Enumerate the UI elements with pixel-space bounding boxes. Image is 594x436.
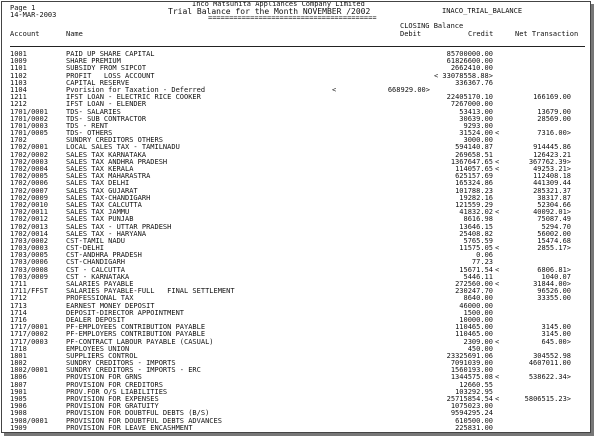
- net-transaction-cell: 5806515.23>: [524, 395, 571, 403]
- name-cell: PF-EMPLOYEES CONTRIBUTION PAYABLE: [66, 323, 206, 332]
- net-transaction-cell: 285321.37: [533, 186, 571, 195]
- account-cell: 1702/0006: [10, 179, 48, 188]
- name-cell: IFST LOAN - ELECTRIC RICE COOKER: [66, 93, 201, 102]
- net-transaction-cell: 52304.66: [537, 200, 571, 209]
- credit-cell: < 33078558.88>: [433, 71, 493, 80]
- credit-cell: 1344575.08: [450, 373, 493, 382]
- credit-cell: 272560.00: [455, 280, 493, 288]
- net-transaction-cell: 304552.98: [533, 351, 571, 360]
- trial-balance-report: [10, 2, 585, 432]
- net-negative-marker: <: [495, 280, 500, 288]
- account-cell: 1806: [10, 373, 27, 382]
- name-cell: PROFESSIONAL TAX: [66, 294, 134, 303]
- title-underline: ========================================: [208, 14, 377, 22]
- name-cell: TDS- SUB CONTRACTOR: [66, 114, 147, 123]
- table-row: [10, 425, 585, 432]
- account-cell: 1711/FFST: [10, 287, 48, 296]
- name-cell: PROVISION FOR EXPENSES: [66, 395, 159, 403]
- account-cell: 1701/0001: [10, 107, 48, 116]
- report-date: 14-MAR-2003: [10, 11, 57, 19]
- credit-cell: 9293.00: [463, 121, 493, 130]
- name-cell: PROFIT LOSS ACCOUNT: [66, 71, 155, 80]
- name-cell: SALES TAX KERALA: [66, 165, 134, 173]
- col-credit: Credit: [468, 30, 494, 38]
- credit-cell: 110465.00: [455, 330, 493, 339]
- name-cell: PROV.FOR O/S LIABILITIES: [66, 387, 168, 396]
- account-cell: 1103: [10, 78, 27, 87]
- account-cell: 1712: [10, 294, 27, 303]
- net-transaction-cell: 7316.00>: [537, 129, 571, 138]
- credit-cell: 610500.00: [455, 416, 493, 425]
- account-cell: 1908/0001: [10, 416, 48, 425]
- credit-cell: 22405170.10: [446, 93, 493, 102]
- credit-cell: 15671.54: [459, 265, 493, 274]
- name-cell: TDS- SALARIES: [66, 107, 121, 116]
- name-cell: CAPITAL RESERVE: [66, 78, 130, 87]
- net-transaction-cell: 56002.00: [537, 229, 571, 238]
- account-cell: 1702/0013: [10, 222, 48, 231]
- credit-cell: 2309.00: [463, 337, 493, 346]
- name-cell: TDS- OTHERS: [66, 129, 113, 138]
- net-transaction-cell: 3145.00: [541, 323, 571, 332]
- net-transaction-cell: 38317.87: [537, 193, 571, 202]
- account-cell: 1211: [10, 93, 27, 102]
- credit-cell: 41832.02: [459, 208, 493, 217]
- account-cell: 1807: [10, 380, 27, 389]
- net-transaction-cell: 3145.00: [541, 330, 571, 339]
- net-negative-marker: <: [495, 165, 500, 173]
- credit-cell: 10000.00: [459, 315, 493, 324]
- net-transaction-cell: 28569.00: [537, 114, 571, 123]
- credit-cell: 61826600.00: [446, 57, 493, 66]
- name-cell: DEPOSIT-DIRECTOR APPOINTMENT: [66, 308, 185, 317]
- account-cell: 1713: [10, 301, 27, 310]
- account-cell: 1703/0006: [10, 258, 48, 267]
- report-code: INACO_TRIAL_BALANCE: [442, 7, 523, 15]
- credit-cell: 1075023.00: [450, 402, 493, 411]
- name-cell: PROVISION FOR CREDITORS: [66, 380, 163, 389]
- account-cell: 1906: [10, 402, 27, 411]
- name-cell: CST - CALCUTTA: [66, 265, 126, 274]
- account-cell: 1703/0003: [10, 244, 48, 253]
- account-cell: 1802/0001: [10, 366, 48, 375]
- name-cell: PROVISION FOR DOUBTFUL DEBTS (B/S): [66, 409, 210, 418]
- account-cell: 1801: [10, 351, 27, 360]
- credit-cell: 2662410.00: [450, 64, 493, 73]
- credit-cell: 336367.76: [455, 78, 493, 87]
- net-transaction-cell: 538622.34>: [528, 373, 571, 382]
- credit-cell: 46000.00: [459, 301, 493, 310]
- account-cell: 1717/0002: [10, 330, 48, 339]
- credit-cell: 5446.11: [463, 272, 493, 281]
- name-cell: Pvorision for Taxation - Deferred: [66, 85, 206, 94]
- account-cell: 1908: [10, 409, 27, 418]
- net-negative-marker: <: [495, 337, 500, 346]
- report-window: [1, 1, 591, 433]
- name-cell: SUPPLIERS CONTROL: [66, 351, 138, 360]
- credit-cell: 625157.69: [455, 172, 493, 181]
- account-cell: 1703/0002: [10, 236, 48, 245]
- name-cell: PROVISION FOR GRATUITY: [66, 402, 159, 411]
- account-cell: 1701/0005: [10, 129, 48, 138]
- account-cell: 1104: [10, 85, 27, 94]
- account-cell: 1711: [10, 280, 27, 288]
- credit-cell: 11575.05: [459, 244, 493, 253]
- account-cell: 1702/0010: [10, 200, 48, 209]
- name-cell: SALES TAX PUNJAB: [66, 215, 134, 224]
- net-negative-marker: <: [495, 373, 500, 382]
- net-negative-marker: <: [495, 157, 500, 166]
- credit-cell: 7267000.00: [450, 100, 493, 109]
- account-cell: 1901: [10, 387, 27, 396]
- credit-cell: 5765.59: [463, 236, 493, 245]
- credit-cell: 25715854.54: [446, 395, 493, 403]
- name-cell: TDS - RENT: [66, 121, 109, 130]
- credit-cell: 9594295.24: [450, 409, 493, 418]
- net-transaction-cell: 914445.86: [533, 143, 571, 152]
- name-cell: SALES TAX KARNATAKA: [66, 150, 147, 159]
- name-cell: SHARE PREMIUM: [66, 57, 121, 66]
- account-cell: 1702/0007: [10, 186, 48, 195]
- name-cell: SALES TAX-CHANDIGARH: [66, 193, 151, 202]
- closing-balance-label: CLOSING Balance: [400, 22, 464, 30]
- credit-cell: 1367647.65: [450, 157, 493, 166]
- name-cell: SALARIES PAYABLE: [66, 280, 134, 288]
- net-transaction-cell: 1040.07: [541, 272, 571, 281]
- name-cell: CST-CHANDIGARH: [66, 258, 126, 267]
- credit-cell: 121559.29: [455, 200, 493, 209]
- account-cell: 1212: [10, 100, 27, 109]
- credit-cell: 53413.00: [459, 107, 493, 116]
- net-transaction-cell: 33355.00: [537, 294, 571, 303]
- account-cell: 1009: [10, 57, 27, 66]
- page-number: Page 1: [10, 4, 36, 12]
- name-cell: CST-DELHI: [66, 244, 104, 253]
- account-cell: 1701/0002: [10, 114, 48, 123]
- net-negative-marker: <: [495, 208, 500, 217]
- name-cell: SALARIES PAYABLE-FULL FINAL SETTLEMENT: [66, 287, 235, 296]
- net-transaction-cell: 96526.00: [537, 287, 571, 296]
- name-cell: SALES TAX ANDHRA PRADESH: [66, 157, 168, 166]
- name-cell: EMPLOYEES UNION: [66, 344, 130, 353]
- net-transaction-cell: 5294.70: [541, 222, 571, 231]
- net-negative-marker: <: [495, 129, 500, 138]
- name-cell: SUNDRY CREDITORS - IMPORTS: [66, 359, 176, 368]
- net-transaction-cell: 166169.00: [533, 93, 571, 102]
- account-cell: 1703/0009: [10, 272, 48, 281]
- account-cell: 1702/0012: [10, 215, 48, 224]
- credit-cell: 23325691.06: [446, 351, 493, 360]
- net-transaction-cell: 126423.21: [533, 150, 571, 159]
- account-cell: 1716: [10, 315, 27, 324]
- account-cell: 1905: [10, 395, 27, 403]
- name-cell: DEALER DEPOSIT: [66, 315, 126, 324]
- name-cell: SUNDRY CREDITORS OTHERS: [66, 136, 163, 145]
- name-cell: SUBSIDY FROM SIPCOT: [66, 64, 147, 73]
- credit-cell: 8640.00: [463, 294, 493, 303]
- credit-cell: 3000.00: [463, 136, 493, 145]
- account-cell: 1701/0003: [10, 121, 48, 130]
- name-cell: SUNDRY CREDITORS - IMPORTS - ERC: [66, 366, 201, 375]
- debit-cell: 668929.00>: [387, 85, 430, 94]
- col-net-transaction: Net Transaction: [515, 30, 579, 38]
- credit-cell: 594140.87: [455, 143, 493, 152]
- net-transaction-cell: 40092.01>: [533, 208, 571, 217]
- net-transaction-cell: 112408.18: [533, 172, 571, 181]
- debit-negative-marker: <: [332, 85, 337, 94]
- account-cell: 1714: [10, 308, 27, 317]
- net-transaction-cell: 15474.68: [537, 236, 571, 245]
- name-cell: SALES TAX - HARYANA: [66, 229, 147, 238]
- credit-cell: 0.06: [476, 251, 493, 260]
- account-cell: 1702/0001: [10, 143, 48, 152]
- credit-cell: 77.23: [471, 258, 493, 267]
- name-cell: IFST LOAN - ELENDER: [66, 100, 147, 109]
- col-debit: Debit: [400, 30, 422, 38]
- credit-cell: 8616.98: [463, 215, 493, 224]
- credit-cell: 12660.55: [459, 380, 493, 389]
- net-negative-marker: <: [495, 244, 500, 253]
- account-cell: 1702/0011: [10, 208, 48, 217]
- name-cell: CST - KARNATAKA: [66, 272, 130, 281]
- account-cell: 1702: [10, 136, 27, 145]
- credit-cell: 225831.00: [455, 423, 493, 432]
- account-cell: 1702/0009: [10, 193, 48, 202]
- credit-cell: 103292.95: [455, 387, 493, 396]
- name-cell: PF-EMPLOYERS CONTRIBUTION PAYABLE: [66, 330, 206, 339]
- account-cell: 1702/0002: [10, 150, 48, 159]
- net-transaction-cell: 6806.81>: [537, 265, 571, 274]
- account-cell: 1001: [10, 50, 27, 58]
- name-cell: SALES TAX JAMMU: [66, 208, 130, 217]
- net-transaction-cell: 49253.21>: [533, 165, 571, 173]
- net-transaction-cell: 31844.00>: [533, 280, 571, 288]
- net-negative-marker: <: [495, 265, 500, 274]
- credit-cell: 1500.00: [463, 308, 493, 317]
- credit-cell: 101788.23: [455, 186, 493, 195]
- name-cell: SALES TAX GUJARAT: [66, 186, 138, 195]
- account-cell: 1909: [10, 423, 27, 432]
- name-cell: SALES TAX DELHI: [66, 179, 130, 188]
- name-cell: CST-ANDHRA PRADESH: [66, 251, 142, 260]
- name-cell: SALES TAX CALCUTTA: [66, 200, 142, 209]
- net-negative-marker: <: [495, 395, 500, 403]
- net-transaction-cell: 2855.17>: [537, 244, 571, 253]
- name-cell: PROVISION FOR DOUBTFUL DEBTS ADVANCES: [66, 416, 222, 425]
- account-cell: 1702/0003: [10, 157, 48, 166]
- account-cell: 1703/0008: [10, 265, 48, 274]
- report-rows: [10, 47, 585, 432]
- credit-cell: 30639.00: [459, 114, 493, 123]
- name-cell: PAID UP SHARE CAPITAL: [66, 50, 155, 58]
- col-account: Account: [10, 30, 40, 38]
- account-cell: 1702/0014: [10, 229, 48, 238]
- account-cell: 1802: [10, 359, 27, 368]
- credit-cell: 269658.51: [455, 150, 493, 159]
- net-transaction-cell: 367762.39>: [528, 157, 571, 166]
- name-cell: PROVISION FOR LEAVE ENCASHMENT: [66, 423, 193, 432]
- credit-cell: 13646.15: [459, 222, 493, 231]
- net-transaction-cell: 645.00>: [541, 337, 571, 346]
- column-header: [10, 22, 585, 47]
- name-cell: SALES TAX MAHARASTRA: [66, 172, 151, 181]
- credit-cell: 110465.00: [455, 323, 493, 332]
- account-cell: 1702/0004: [10, 165, 48, 173]
- account-cell: 1718: [10, 344, 27, 353]
- credit-cell: 450.00: [467, 344, 493, 353]
- net-transaction-cell: 75087.49: [537, 215, 571, 224]
- account-cell: 1102: [10, 71, 27, 80]
- credit-cell: 25408.82: [459, 229, 493, 238]
- credit-cell: 85700000.00: [446, 50, 493, 58]
- report-header: [10, 2, 585, 32]
- name-cell: LOCAL SALES TAX - TAMILNADU: [66, 143, 180, 152]
- credit-cell: 114057.65: [455, 165, 493, 173]
- credit-cell: 230247.70: [455, 287, 493, 296]
- account-cell: 1702/0005: [10, 172, 48, 181]
- col-name: Name: [66, 30, 83, 38]
- name-cell: EARNEST MONEY DEPOSIT: [66, 301, 155, 310]
- credit-cell: 7091039.00: [450, 359, 493, 368]
- account-cell: 1717/0003: [10, 337, 48, 346]
- credit-cell: 165324.86: [455, 179, 493, 188]
- name-cell: SALES TAX - UTTAR PRADESH: [66, 222, 172, 231]
- name-cell: PF-CONTRACT LABOUR PAYABLE (CASUAL): [66, 337, 214, 346]
- report-title: Trial Balance for the Month NOVEMBER /2002: [168, 7, 371, 16]
- account-cell: 1717/0001: [10, 323, 48, 332]
- company-name: Inco Matsunita Appliances Company Limited: [192, 1, 365, 8]
- net-transaction-cell: 13679.00: [537, 107, 571, 116]
- name-cell: PROVISION FOR GRNS: [66, 373, 142, 382]
- account-cell: 1101: [10, 64, 27, 73]
- name-cell: CST-TAMIL NADU: [66, 236, 126, 245]
- net-transaction-cell: 441309.44: [533, 179, 571, 188]
- credit-cell: 31524.00: [459, 129, 493, 138]
- credit-cell: 1560193.00: [450, 366, 493, 375]
- net-transaction-cell: 4607011.00: [528, 359, 571, 368]
- credit-cell: 19282.16: [459, 193, 493, 202]
- account-cell: 1703/0005: [10, 251, 48, 260]
